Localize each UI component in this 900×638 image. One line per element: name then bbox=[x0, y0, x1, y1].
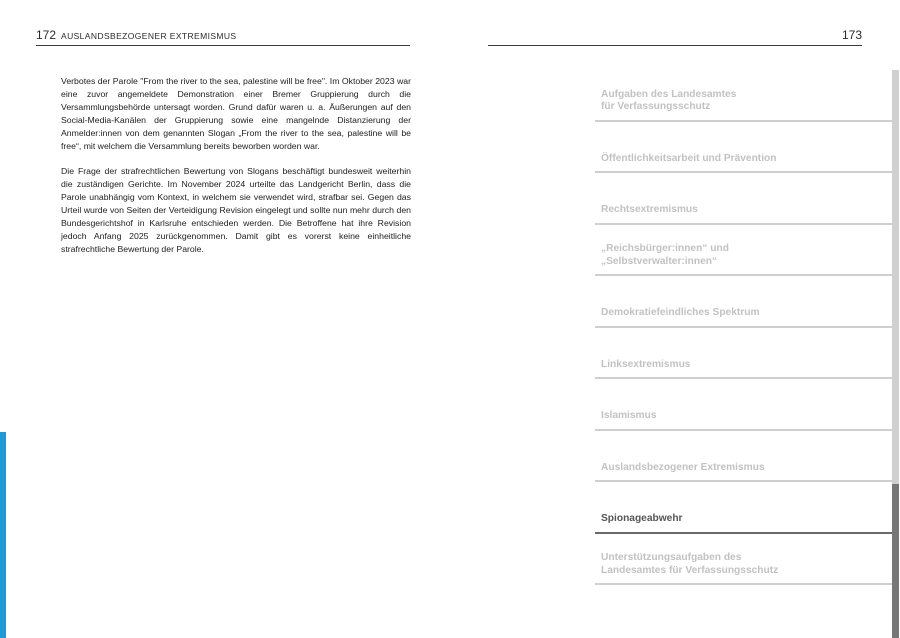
right-page-header bbox=[488, 28, 862, 46]
nav-item-label: Aufgaben des Landesamtes für Verfassungsschutz bbox=[601, 88, 737, 112]
nav-item-unterstuetzungsaufgaben[interactable] bbox=[595, 534, 893, 586]
nav-item-spionageabwehr[interactable] bbox=[595, 482, 893, 534]
chapter-color-marker bbox=[0, 432, 6, 638]
nav-item-label: Linksextremismus bbox=[601, 358, 691, 370]
nav-item-auslandsbezogen[interactable] bbox=[595, 431, 893, 483]
paragraph-2: Die Frage der strafrechtlichen Bewertung von Slogans beschäftigt bundesweit weiterhin die zuständigen Gerichte. Im November 2024 urteilte das Landgericht Berlin, dass die Parole unabhängig vom Kontext, in welchem sie verwendet wird, strafbar sei. Gegen das Urteil wurde von Seiten der Verteidigung Revision eingelegt und sollte nun mehr durch den Bundesgerichtshof in Karlsruhe entschieden werden. Die Betroffene hat ihre Revision jedoch Anfang 2025 zurückgenommen. Damit gibt es vorerst keine einheitliche strafrechtliche Bewertung der Parole. bbox=[61, 166, 411, 254]
left-page-header bbox=[36, 28, 410, 46]
nav-item-label: Spionageabwehr bbox=[601, 513, 683, 524]
nav-item-label: Öffentlichkeitsarbeit und Prävention bbox=[601, 152, 777, 164]
nav-item-rechtsextremismus[interactable] bbox=[595, 173, 893, 225]
nav-item-label: „Reichsbürger:innen“ und „Selbstverwalter:innen“ bbox=[601, 243, 729, 267]
nav-item-label: Unterstützungsaufgaben des Landesamtes für Verfassungsschutz bbox=[601, 552, 779, 576]
nav-item-label: Demokratiefeindliches Spektrum bbox=[601, 307, 760, 318]
paragraph-1: Verbotes der Parole "From the river to the sea, palestine will be free". Im Oktober 2023 war eine zuvor angemeldete Demonstration einer Bremer Gruppierung durch die Versammlungsbehörde untersagt worden. Grund dafür waren u. a. Äußerungen auf den Social-Media-Kanälen der Gruppierung sowie eine mangelnde Distanzierung der Anmelder:innen von dem genannten Slogan „From the river to the sea, palestine will be free“, mit welchem die Versammlung bereits beworben worden war. bbox=[61, 76, 411, 151]
chapter-navigation bbox=[595, 70, 893, 585]
page-number-left: 172 bbox=[36, 28, 57, 42]
page-number-right: 173 bbox=[841, 28, 862, 42]
nav-item-aufgaben[interactable] bbox=[595, 70, 893, 122]
nav-item-oeffentlichkeitsarbeit[interactable] bbox=[595, 122, 893, 174]
nav-item-islamismus[interactable] bbox=[595, 379, 893, 431]
section-scroll-thumb[interactable] bbox=[892, 484, 899, 638]
nav-item-label: Rechtsextremismus bbox=[601, 204, 698, 215]
nav-item-reichsbuerger[interactable] bbox=[595, 225, 893, 277]
right-page bbox=[450, 0, 900, 638]
nav-item-label: Auslandsbezogener Extremismus bbox=[601, 461, 765, 473]
nav-item-linksextremismus[interactable] bbox=[595, 328, 893, 380]
running-head: AUSLANDSBEZOGENER EXTREMISMUS bbox=[61, 31, 237, 41]
body-text bbox=[61, 75, 411, 269]
nav-item-demokratiefeindlich[interactable] bbox=[595, 276, 893, 328]
nav-item-label: Islamismus bbox=[601, 410, 657, 421]
